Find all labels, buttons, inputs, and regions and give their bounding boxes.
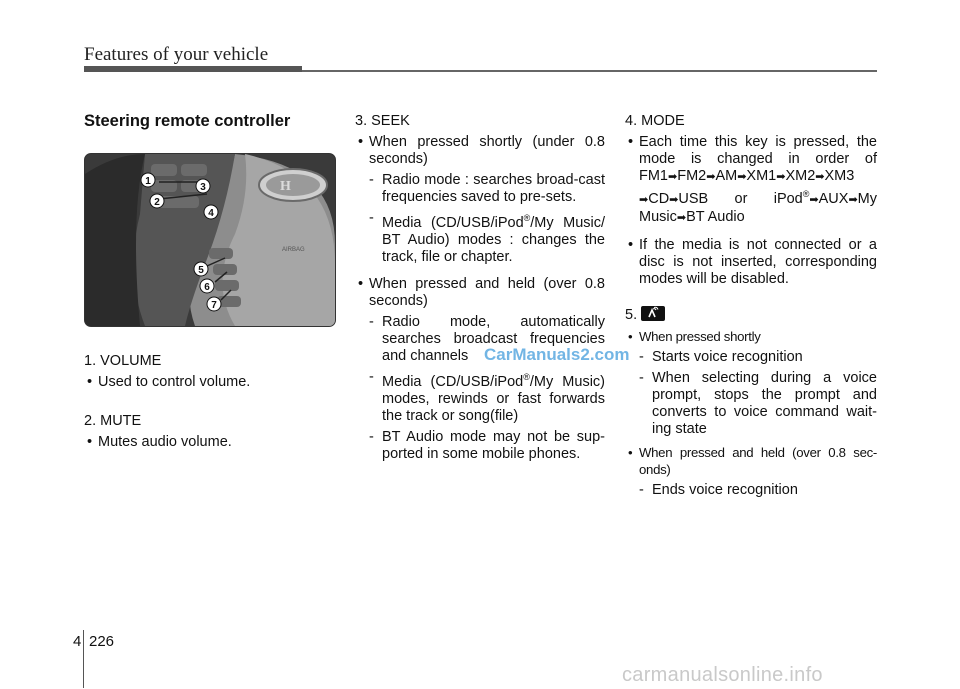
svg-text:2: 2 [154, 197, 160, 208]
seek-short-radio: - Radio mode : searches broad-cast frequencies saved to pre-sets. [369, 172, 605, 205]
callout-3 [196, 179, 210, 193]
mode-disabled-note: • If the media is not connected or a disc is not inserted, corresponding modes will be disabled. [625, 237, 877, 288]
callout-1 [141, 173, 155, 187]
header-rule [302, 70, 877, 72]
page-number: 226 [89, 633, 115, 650]
callout-5 [194, 262, 208, 276]
svg-text:6: 6 [204, 282, 210, 293]
section-title: Steering remote controller [84, 112, 291, 130]
voice-stop-prompt: - When selecting during a voice prompt, stops the prompt and converts to voice command wait-ing state [639, 369, 877, 437]
voice-recognition-icon [641, 306, 665, 321]
header-title: Features of your vehicle [84, 44, 269, 65]
voice-short-press: • When pressed shortly [625, 328, 877, 345]
svg-text:1: 1 [145, 176, 151, 187]
steering-wheel-illustration [85, 154, 335, 326]
watermark: CarManuals2.com [484, 345, 630, 364]
svg-text:5: 5 [198, 265, 204, 276]
svg-text:AIRBAG: AIRBAG [282, 247, 305, 253]
svg-text:4: 4 [208, 208, 214, 219]
seek-held-bt: - BT Audio mode may not be sup-ported in some mobile phones. [369, 428, 605, 462]
svg-text:7: 7 [211, 300, 217, 311]
voice-end: - Ends voice recognition [639, 481, 798, 498]
callout-6 [200, 279, 214, 293]
mute-description: • Mutes audio volume. [84, 434, 334, 451]
header-bar [84, 66, 302, 72]
volume-description: • Used to control volume. [84, 374, 334, 391]
footer-watermark: carmanualsonline.info [622, 664, 823, 686]
column-3 [625, 113, 877, 499]
page-number-rule [83, 630, 84, 688]
seek-short-press: • When pressed shortly (under 0.8 seconds) [355, 134, 605, 168]
steering-wheel-image [84, 153, 336, 327]
seek-heading: 3. SEEK [355, 113, 410, 129]
mode-sequence: • Each time this key is pressed, the mode is changed in order of FM1➡FM2➡AM➡XM1➡XM2➡XM3 ➡CD➡USB or iPod®➡AUX➡My Music➡BT Audio [625, 134, 877, 227]
callout-4 [204, 205, 218, 219]
seek-short-media: - Media (CD/USB/iPod®/My Music/ BT Audio) modes : changes the track, file or chapter. [369, 210, 606, 265]
seek-held-media: - Media (CD/USB/iPod®/My Music) modes, rewinds or fast forwards the track or song(file) [369, 368, 605, 424]
column-1 [84, 113, 334, 451]
seek-held-press: • When pressed and held (over 0.8 seconds) [355, 276, 605, 310]
svg-text:H: H [280, 179, 291, 194]
voice-start: - Starts voice recognition [639, 348, 803, 365]
volume-heading: 1. VOLUME [84, 353, 162, 369]
chapter-number: 4 [73, 633, 82, 650]
callout-7 [207, 297, 221, 311]
callout-2 [150, 194, 164, 208]
voice-held-press: • When pressed and held (over 0.8 sec-onds) [625, 444, 877, 478]
seek-held-radio: - Radio mode, automatically searches broadcast frequencies and channels [369, 313, 605, 364]
column-2 [355, 113, 605, 463]
voice-heading: 5. [625, 306, 877, 324]
mute-heading: 2. MUTE [84, 413, 142, 429]
mode-heading: 4. MODE [625, 113, 685, 129]
svg-text:3: 3 [200, 182, 206, 193]
